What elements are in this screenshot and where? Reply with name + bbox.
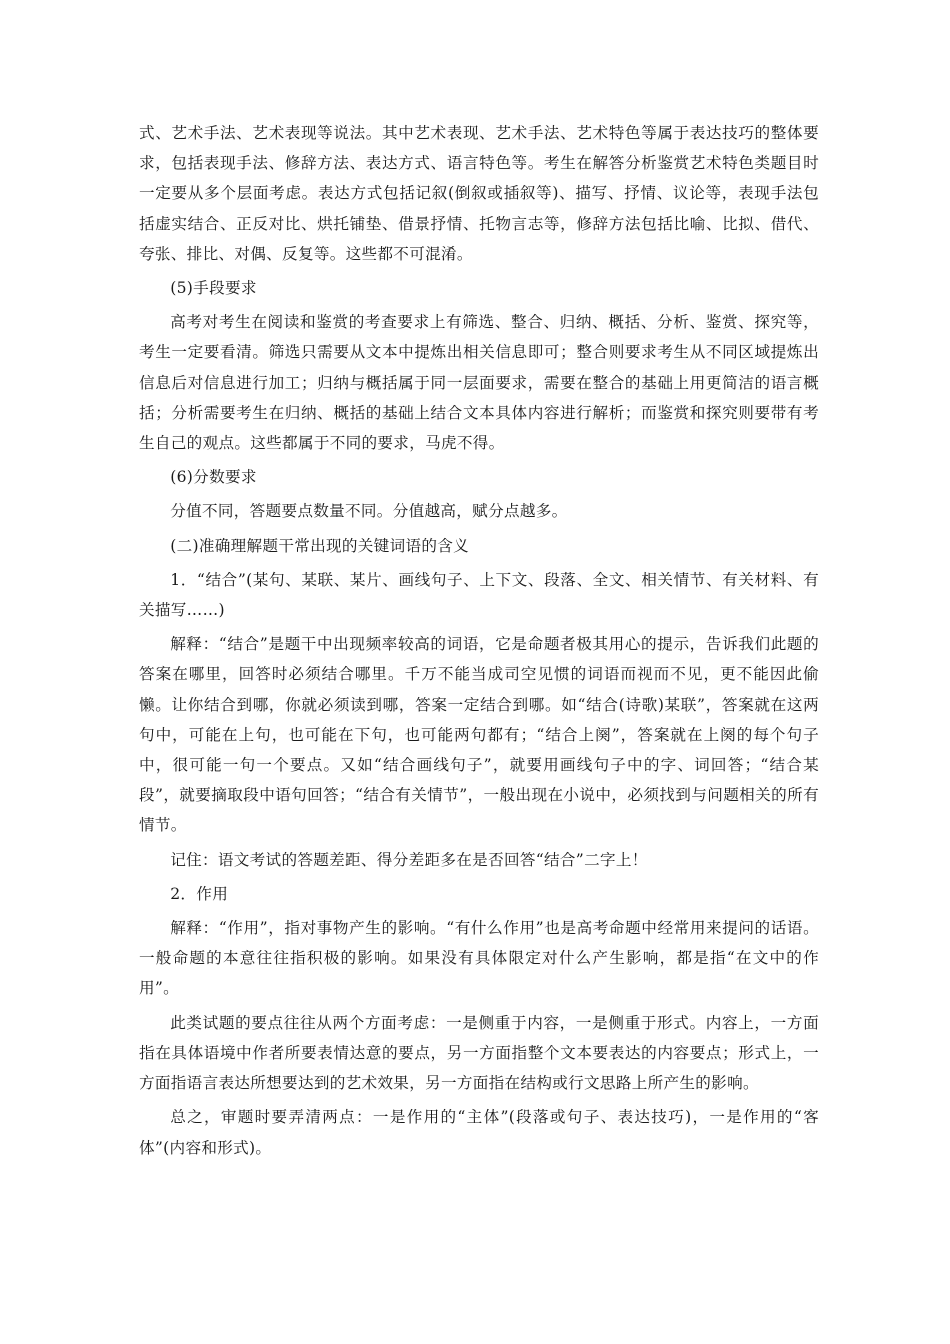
heading-term-effect: 2．作用 [170,884,229,903]
heading-score-requirement: (6)分数要求 [170,468,257,487]
heading-term-combine: 1．“结合”(某句、某联、某片、画线句子、上下文、段落、全文、相关情节、有关材料、有关描写……) [139,570,819,620]
heading-key-terms: (二)准确理解题干常出现的关键词语的含义 [170,536,470,555]
paragraph-art-techniques: 式、艺术手法、艺术表现等说法。其中艺术表现、艺术手法、艺术特色等属于表达技巧的整体要求，包括表现手法、修辞方法、表达方式、语言特色等。考生在解答分析鉴赏艺术特色类题目时一定要从多个层面考虑。表达方式包括记叙(倒叙或插叙等)、描写、抒情、议论等，表现手法包括虚实结合、正反对比、烘托铺垫、借景抒情、托物言志等，修辞方法包括比喻、比拟、借代、夸张、排比、对偶、反复等。这些都不可混淆。 [139,124,819,263]
paragraph-remember: 记住：语文考试的答题差距、得分差距多在是否回答“结合”二字上！ [170,850,648,869]
paragraph-combine-explanation: 解释：“结合”是题干中出现频率较高的词语，它是命题者极其用心的提示，告诉我们此题的答案在哪里，回答时必须结合哪里。千万不能当成司空见惯的词语而视而不见，更不能因此偷懒。让你结合到哪，你就必须读到哪，答案一定结合到哪。如“结合(诗歌)某联”，答案就在这两句中，可能在上句，也可能在下句，也可能两句都有；“结合上阕”，答案就在上阕的每个句子中，很可能一句一个要点。又如“结合画线句子”，就要用画线句子中的字、词回答；“结合某段”，就要摘取段中语句回答；“结合有关情节”，一般出现在小说中，必须找到与问题相关的所有情节。 [139,635,819,835]
paragraph-score-requirement: 分值不同，答题要点数量不同。分值越高，赋分点越多。 [170,502,568,521]
paragraph-effect-explanation: 解释：“作用”，指对事物产生的影响。“有什么作用”也是高考命题中经常用来提问的话语。一般命题的本意往往指积极的影响。如果没有具体限定对什么产生影响，都是指“在文中的作用”。 [139,919,819,998]
paragraph-summary: 总之，审题时要弄清两点：一是作用的“主体”(段落或句子、表达技巧)，一是作用的“客体”(内容和形式)。 [139,1108,819,1157]
heading-means-requirement: (5)手段要求 [170,279,257,298]
document-body [139,118,819,1167]
paragraph-means-requirement: 高考对考生在阅读和鉴赏的考查要求上有筛选、整合、归纳、概括、分析、鉴赏、探究等，考生一定要看清。筛选只需要从文本中提炼出相关信息即可；整合则要求考生从不同区域提炼出信息后对信息进行加工；归纳与概括属于同一层面要求，需要在整合的基础上用更简洁的语言概括；分析需要考生在归纳、概括的基础上结合文本具体内容进行解析；而鉴赏和探究则要带有考生自己的观点。这些都属于不同的要求，马虎不得。 [139,313,819,453]
paragraph-effect-points: 此类试题的要点往往从两个方面考虑：一是侧重于内容，一是侧重于形式。内容上，一方面指在具体语境中作者所要表情达意的要点，另一方面指整个文本要表达的内容要点；形式上，一方面指语言表达所想要达到的艺术效果，另一方面指在结构或行文思路上所产生的影响。 [139,1013,819,1093]
